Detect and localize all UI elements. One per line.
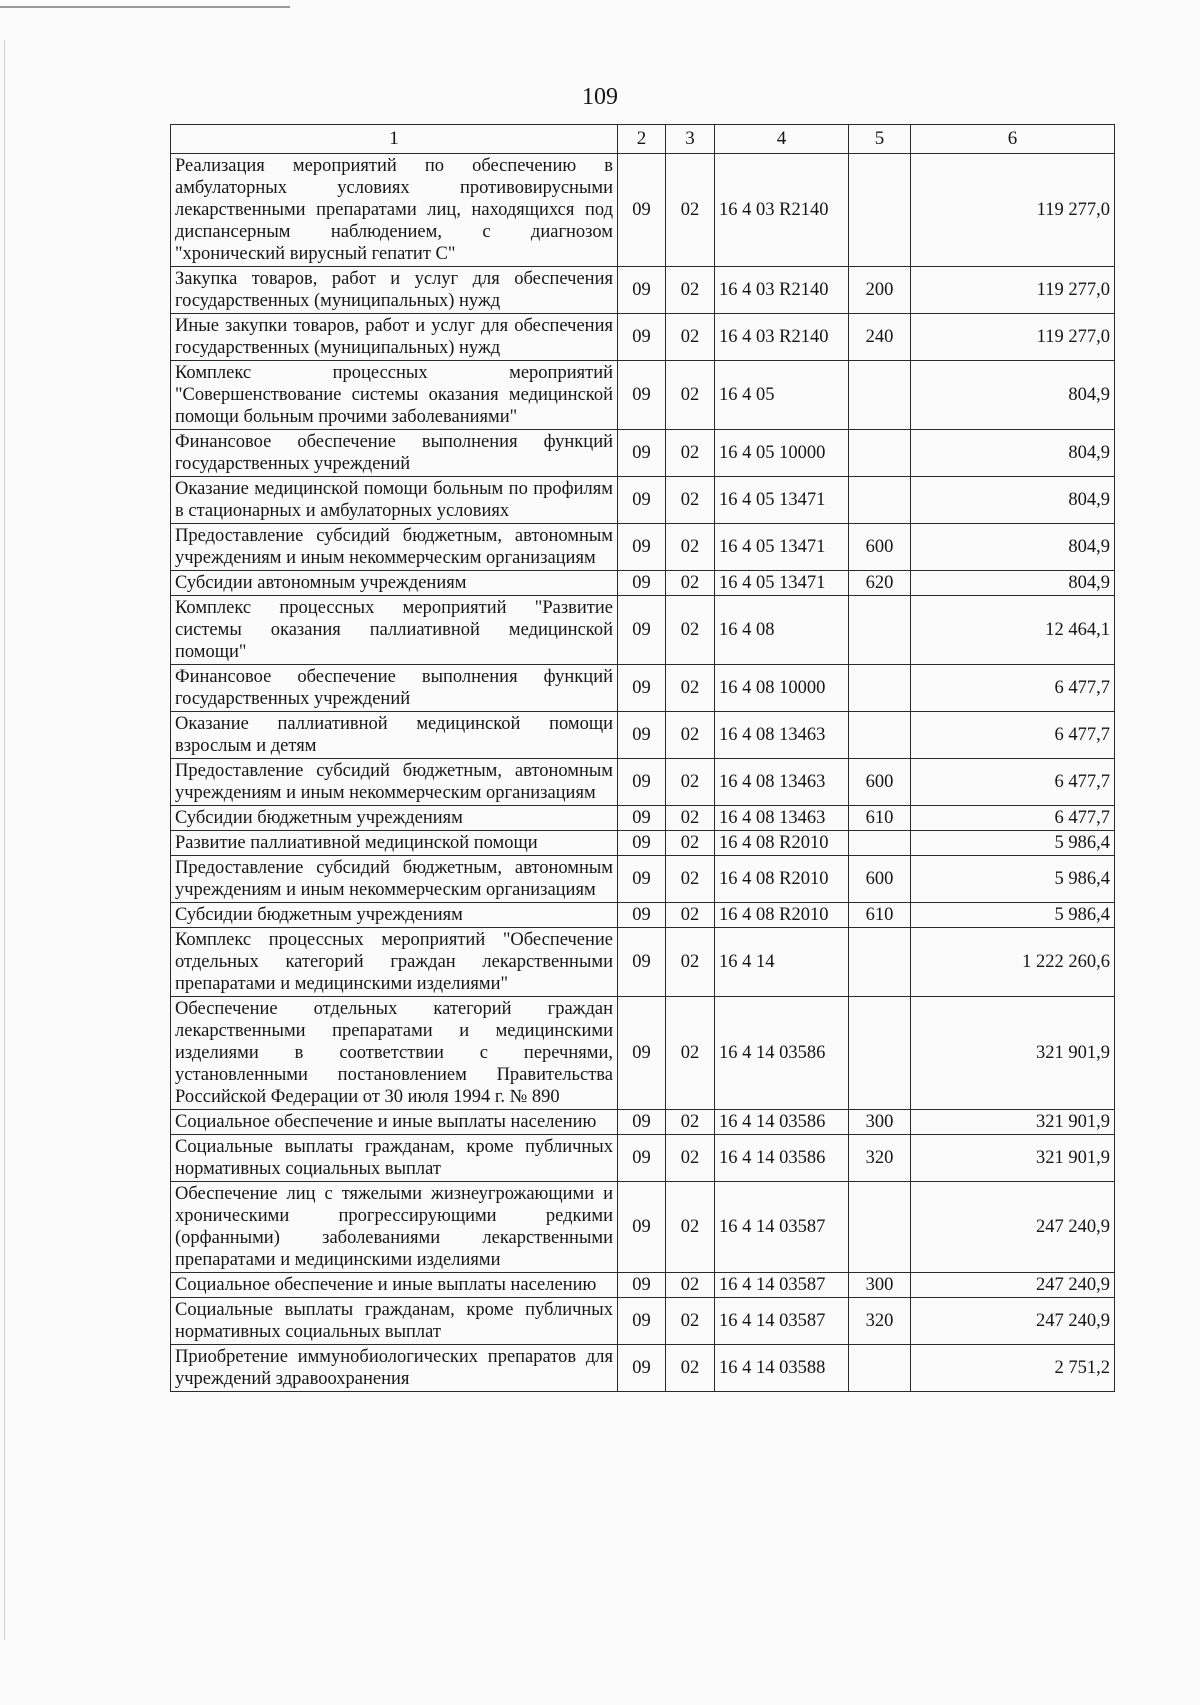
expense-type-code: 200 — [849, 267, 911, 314]
row-name: Приобретение иммунобиологических препаратов для учреждений здравоохранения — [171, 1345, 618, 1392]
amount: 247 240,9 — [911, 1182, 1115, 1273]
row-name: Социальные выплаты гражданам, кроме публичных нормативных социальных выплат — [171, 1298, 618, 1345]
section-code: 09 — [618, 1273, 666, 1298]
section-code: 09 — [618, 314, 666, 361]
target-article-code: 16 4 14 03587 — [715, 1273, 849, 1298]
subsection-code: 02 — [666, 1273, 715, 1298]
table-row — [171, 1273, 1115, 1298]
section-code: 09 — [618, 1182, 666, 1273]
expense-type-code: 240 — [849, 314, 911, 361]
subsection-code: 02 — [666, 1298, 715, 1345]
subsection-code: 02 — [666, 759, 715, 806]
table-row — [171, 928, 1115, 997]
expense-type-code — [849, 665, 911, 712]
section-code: 09 — [618, 596, 666, 665]
subsection-code: 02 — [666, 831, 715, 856]
section-code: 09 — [618, 154, 666, 267]
expense-type-code: 300 — [849, 1273, 911, 1298]
row-name: Социальное обеспечение и иные выплаты населению — [171, 1110, 618, 1135]
expense-type-code — [849, 1182, 911, 1273]
target-article-code: 16 4 05 13471 — [715, 571, 849, 596]
table-header-row — [171, 125, 1115, 154]
amount: 6 477,7 — [911, 759, 1115, 806]
table-row — [171, 997, 1115, 1110]
subsection-code: 02 — [666, 712, 715, 759]
section-code: 09 — [618, 928, 666, 997]
table-row — [171, 571, 1115, 596]
section-code: 09 — [618, 1110, 666, 1135]
row-name: Иные закупки товаров, работ и услуг для обеспечения государственных (муниципальных) нужд — [171, 314, 618, 361]
amount: 6 477,7 — [911, 665, 1115, 712]
amount: 119 277,0 — [911, 154, 1115, 267]
section-code: 09 — [618, 997, 666, 1110]
table-row — [171, 759, 1115, 806]
header-col-2: 2 — [618, 125, 666, 154]
subsection-code: 02 — [666, 267, 715, 314]
section-code: 09 — [618, 903, 666, 928]
target-article-code: 16 4 08 — [715, 596, 849, 665]
row-name: Обеспечение отдельных категорий граждан лекарственными препаратами и медицинскими изделиями в соответствии с перечнями, установленными постановлением Правительства Российской Федерации от 30 июля 1994 г. № 890 — [171, 997, 618, 1110]
table-row — [171, 1135, 1115, 1182]
section-code: 09 — [618, 361, 666, 430]
target-article-code: 16 4 05 10000 — [715, 430, 849, 477]
expense-type-code — [849, 154, 911, 267]
target-article-code: 16 4 14 — [715, 928, 849, 997]
subsection-code: 02 — [666, 361, 715, 430]
section-code: 09 — [618, 806, 666, 831]
subsection-code: 02 — [666, 314, 715, 361]
header-col-3: 3 — [666, 125, 715, 154]
section-code: 09 — [618, 665, 666, 712]
expense-type-code — [849, 1345, 911, 1392]
row-name: Обеспечение лиц с тяжелыми жизнеугрожающими и хроническими прогрессирующими редкими (орфанными) заболеваниями лекарственными препаратами и медицинскими изделиями — [171, 1182, 618, 1273]
table-row — [171, 477, 1115, 524]
section-code: 09 — [618, 477, 666, 524]
subsection-code: 02 — [666, 928, 715, 997]
target-article-code: 16 4 08 R2010 — [715, 856, 849, 903]
row-name: Закупка товаров, работ и услуг для обеспечения государственных (муниципальных) нужд — [171, 267, 618, 314]
subsection-code: 02 — [666, 856, 715, 903]
row-name: Развитие паллиативной медицинской помощи — [171, 831, 618, 856]
row-name: Субсидии бюджетным учреждениям — [171, 903, 618, 928]
row-name: Финансовое обеспечение выполнения функций государственных учреждений — [171, 430, 618, 477]
amount: 5 986,4 — [911, 856, 1115, 903]
expense-type-code: 610 — [849, 806, 911, 831]
subsection-code: 02 — [666, 903, 715, 928]
table-row — [171, 903, 1115, 928]
target-article-code: 16 4 03 R2140 — [715, 267, 849, 314]
target-article-code: 16 4 03 R2140 — [715, 154, 849, 267]
amount: 247 240,9 — [911, 1298, 1115, 1345]
header-col-5: 5 — [849, 125, 911, 154]
section-code: 09 — [618, 759, 666, 806]
subsection-code: 02 — [666, 477, 715, 524]
section-code: 09 — [618, 1298, 666, 1345]
subsection-code: 02 — [666, 596, 715, 665]
expense-type-code: 320 — [849, 1298, 911, 1345]
row-name: Предоставление субсидий бюджетным, автономным учреждениям и иным некоммерческим организациям — [171, 759, 618, 806]
target-article-code: 16 4 05 — [715, 361, 849, 430]
subsection-code: 02 — [666, 1110, 715, 1135]
subsection-code: 02 — [666, 1345, 715, 1392]
subsection-code: 02 — [666, 524, 715, 571]
amount: 321 901,9 — [911, 997, 1115, 1110]
amount: 247 240,9 — [911, 1273, 1115, 1298]
table-row — [171, 1110, 1115, 1135]
subsection-code: 02 — [666, 571, 715, 596]
table-row — [171, 856, 1115, 903]
row-name: Социальное обеспечение и иные выплаты населению — [171, 1273, 618, 1298]
header-col-1: 1 — [171, 125, 618, 154]
amount: 5 986,4 — [911, 831, 1115, 856]
expense-type-code: 300 — [849, 1110, 911, 1135]
expense-type-code: 620 — [849, 571, 911, 596]
target-article-code: 16 4 08 R2010 — [715, 903, 849, 928]
expense-type-code — [849, 596, 911, 665]
row-name: Оказание медицинской помощи больным по профилям в стационарных и амбулаторных условиях — [171, 477, 618, 524]
table-row — [171, 314, 1115, 361]
scan-artifact-line — [0, 6, 290, 8]
expense-type-code — [849, 831, 911, 856]
table-row — [171, 1298, 1115, 1345]
table-row — [171, 154, 1115, 267]
row-name: Субсидии бюджетным учреждениям — [171, 806, 618, 831]
section-code: 09 — [618, 571, 666, 596]
expense-type-code — [849, 997, 911, 1110]
expense-type-code — [849, 361, 911, 430]
target-article-code: 16 4 08 10000 — [715, 665, 849, 712]
target-article-code: 16 4 14 03587 — [715, 1182, 849, 1273]
target-article-code: 16 4 14 03586 — [715, 1110, 849, 1135]
table-row — [171, 524, 1115, 571]
table-row — [171, 430, 1115, 477]
table-row — [171, 1182, 1115, 1273]
row-name: Предоставление субсидий бюджетным, автономным учреждениям и иным некоммерческим организациям — [171, 856, 618, 903]
target-article-code: 16 4 08 13463 — [715, 759, 849, 806]
row-name: Предоставление субсидий бюджетным, автономным учреждениям и иным некоммерческим организациям — [171, 524, 618, 571]
row-name: Оказание паллиативной медицинской помощи взрослым и детям — [171, 712, 618, 759]
amount: 5 986,4 — [911, 903, 1115, 928]
subsection-code: 02 — [666, 806, 715, 831]
row-name: Комплекс процессных мероприятий "Развитие системы оказания паллиативной медицинской помощи" — [171, 596, 618, 665]
table-row — [171, 665, 1115, 712]
row-name: Реализация мероприятий по обеспечению в амбулаторных условиях противовирусными лекарственными препаратами лиц, находящихся под диспансерным наблюдением, с диагнозом "хронический вирусный гепатит С" — [171, 154, 618, 267]
target-article-code: 16 4 14 03586 — [715, 1135, 849, 1182]
budget-table — [170, 124, 1115, 1392]
header-col-4: 4 — [715, 125, 849, 154]
amount: 321 901,9 — [911, 1135, 1115, 1182]
row-name: Комплекс процессных мероприятий "Обеспечение отдельных категорий граждан лекарственными препаратами и медицинскими изделиями" — [171, 928, 618, 997]
amount: 804,9 — [911, 477, 1115, 524]
expense-type-code: 600 — [849, 524, 911, 571]
target-article-code: 16 4 08 R2010 — [715, 831, 849, 856]
table-row — [171, 361, 1115, 430]
subsection-code: 02 — [666, 665, 715, 712]
amount: 119 277,0 — [911, 267, 1115, 314]
amount: 2 751,2 — [911, 1345, 1115, 1392]
amount: 6 477,7 — [911, 712, 1115, 759]
amount: 804,9 — [911, 430, 1115, 477]
target-article-code: 16 4 14 03586 — [715, 997, 849, 1110]
subsection-code: 02 — [666, 154, 715, 267]
subsection-code: 02 — [666, 430, 715, 477]
header-col-6: 6 — [911, 125, 1115, 154]
row-name: Комплекс процессных мероприятий "Совершенствование системы оказания медицинской помощи больным прочими заболеваниями" — [171, 361, 618, 430]
expense-type-code: 600 — [849, 759, 911, 806]
scan-artifact-edge — [4, 40, 5, 1640]
section-code: 09 — [618, 831, 666, 856]
target-article-code: 16 4 05 13471 — [715, 477, 849, 524]
table-row — [171, 267, 1115, 314]
amount: 321 901,9 — [911, 1110, 1115, 1135]
target-article-code: 16 4 08 13463 — [715, 712, 849, 759]
expense-type-code — [849, 430, 911, 477]
section-code: 09 — [618, 1135, 666, 1182]
subsection-code: 02 — [666, 1182, 715, 1273]
expense-type-code — [849, 928, 911, 997]
section-code: 09 — [618, 430, 666, 477]
table-row — [171, 596, 1115, 665]
expense-type-code: 600 — [849, 856, 911, 903]
section-code: 09 — [618, 267, 666, 314]
amount: 804,9 — [911, 571, 1115, 596]
section-code: 09 — [618, 1345, 666, 1392]
expense-type-code: 320 — [849, 1135, 911, 1182]
section-code: 09 — [618, 856, 666, 903]
target-article-code: 16 4 03 R2140 — [715, 314, 849, 361]
row-name: Финансовое обеспечение выполнения функций государственных учреждений — [171, 665, 618, 712]
table-row — [171, 831, 1115, 856]
amount: 6 477,7 — [911, 806, 1115, 831]
target-article-code: 16 4 14 03587 — [715, 1298, 849, 1345]
amount: 804,9 — [911, 524, 1115, 571]
target-article-code: 16 4 05 13471 — [715, 524, 849, 571]
amount: 804,9 — [911, 361, 1115, 430]
section-code: 09 — [618, 524, 666, 571]
target-article-code: 16 4 08 13463 — [715, 806, 849, 831]
subsection-code: 02 — [666, 997, 715, 1110]
row-name: Субсидии автономным учреждениям — [171, 571, 618, 596]
row-name: Социальные выплаты гражданам, кроме публичных нормативных социальных выплат — [171, 1135, 618, 1182]
expense-type-code: 610 — [849, 903, 911, 928]
amount: 119 277,0 — [911, 314, 1115, 361]
section-code: 09 — [618, 712, 666, 759]
table-row — [171, 712, 1115, 759]
table-row — [171, 1345, 1115, 1392]
amount: 12 464,1 — [911, 596, 1115, 665]
page-number: 109 — [582, 84, 618, 110]
amount: 1 222 260,6 — [911, 928, 1115, 997]
subsection-code: 02 — [666, 1135, 715, 1182]
expense-type-code — [849, 712, 911, 759]
expense-type-code — [849, 477, 911, 524]
table-row — [171, 806, 1115, 831]
target-article-code: 16 4 14 03588 — [715, 1345, 849, 1392]
